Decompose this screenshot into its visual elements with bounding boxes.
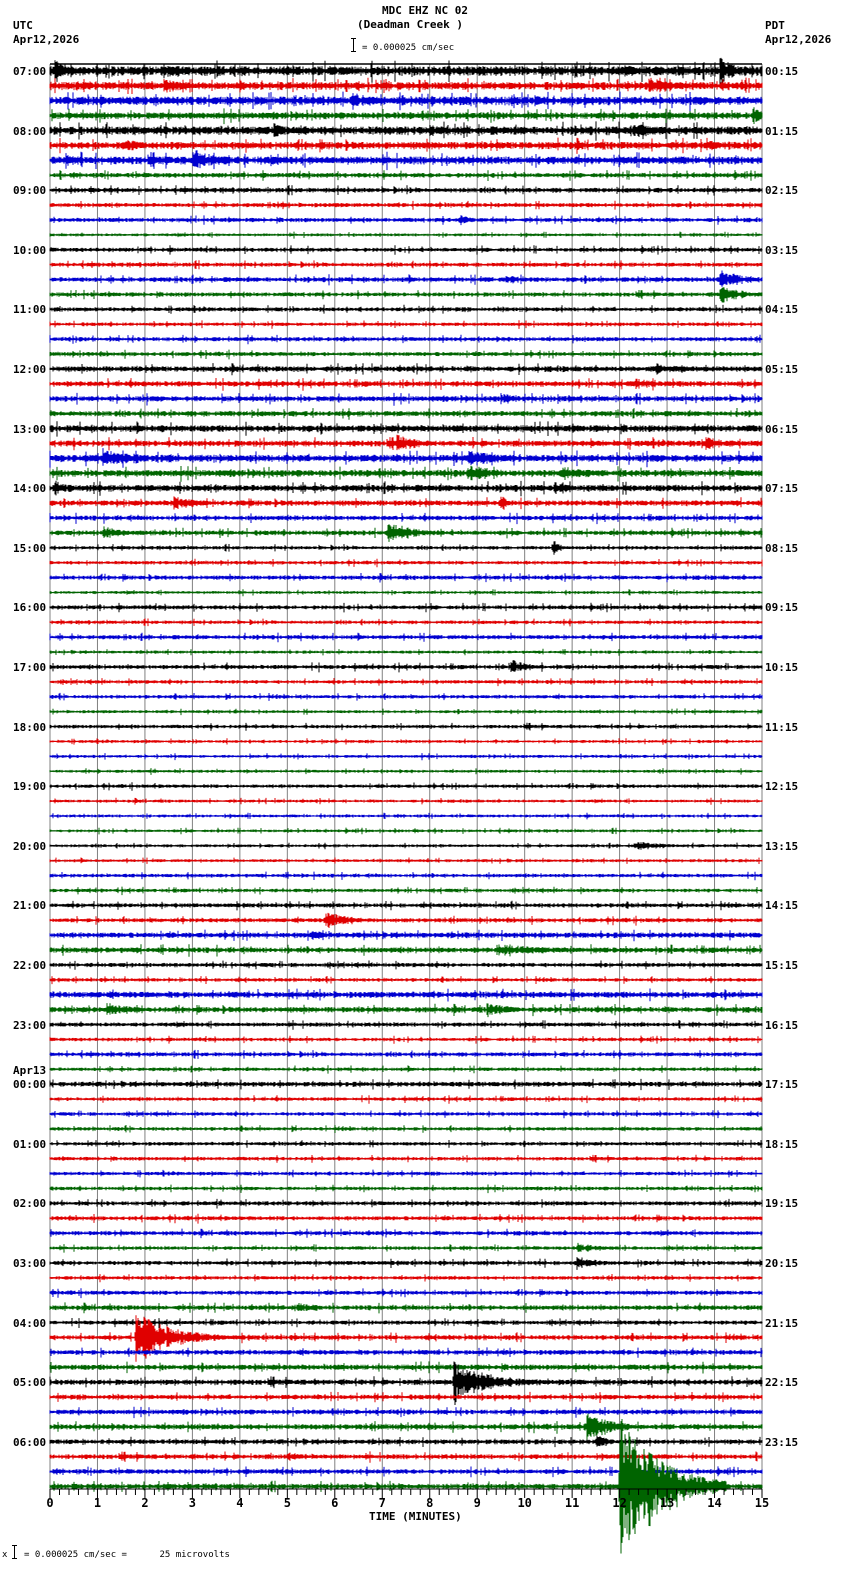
utc-hour-label: 19:00 — [13, 780, 47, 794]
utc-hour-label: 13:00 — [13, 422, 47, 436]
pdt-hour-label: 12:15 — [765, 780, 799, 794]
utc-hour-label: 22:00 — [13, 959, 47, 972]
scale-text: = 0.000025 cm/sec — [362, 43, 455, 53]
pdt-hour-label: 22:15 — [765, 1376, 799, 1390]
x-tick-label: 4 — [236, 1496, 244, 1510]
pdt-hour-label: 03:15 — [765, 243, 799, 257]
x-tick-label: 13 — [659, 1496, 675, 1510]
x-tick-label: 6 — [331, 1496, 339, 1510]
x-tick-label: 1 — [93, 1496, 102, 1510]
pdt-hour-label: 06:15 — [765, 422, 799, 436]
x-tick-label: 3 — [188, 1496, 197, 1510]
pdt-hour-label: 05:15 — [765, 363, 799, 376]
utc-hour-label: 12:00 — [13, 363, 47, 376]
pdt-hour-label: 23:15 — [765, 1435, 799, 1449]
utc-hour-label: 21:00 — [13, 899, 47, 913]
utc-hour-label: 10:00 — [13, 243, 47, 257]
x-tick-label: 0 — [46, 1496, 54, 1510]
pdt-hour-label: 13:15 — [765, 839, 799, 853]
pdt-hour-label: 21:15 — [765, 1316, 799, 1330]
pdt-hour-label: 11:15 — [765, 720, 799, 734]
date-change-label: Apr13 — [13, 1064, 47, 1078]
station-subtitle: (Deadman Creek ) — [357, 18, 463, 31]
footer-scale-note: = 0.000025 cm/sec = 25 microvolts — [24, 1550, 230, 1560]
x-tick-label: 11 — [564, 1496, 580, 1510]
x-axis-label: TIME (MINUTES) — [369, 1510, 462, 1523]
x-tick-label: 7 — [378, 1496, 386, 1510]
utc-hour-label: 23:00 — [13, 1018, 47, 1032]
x-tick-label: 5 — [283, 1496, 291, 1510]
pdt-hour-label: 16:15 — [765, 1018, 799, 1032]
utc-hour-label: 20:00 — [13, 839, 47, 853]
x-tick-label: 15 — [754, 1496, 770, 1510]
pdt-hour-label: 07:15 — [765, 482, 799, 496]
utc-hour-label: 07:00 — [13, 65, 47, 78]
utc-hour-label: 09:00 — [13, 184, 47, 198]
x-tick-label: 12 — [612, 1496, 627, 1510]
utc-hour-label: 04:00 — [13, 1316, 47, 1330]
left-date: Apr12,2026 — [13, 33, 80, 46]
utc-hour-label: 11:00 — [13, 303, 47, 317]
utc-hour-label: 06:00 — [13, 1435, 47, 1449]
utc-hour-label: 15:00 — [13, 541, 47, 555]
seismic-traces — [50, 58, 762, 1554]
x-tick-label: 9 — [473, 1496, 481, 1510]
pdt-hour-label: 19:15 — [765, 1197, 799, 1211]
pdt-hour-label: 09:15 — [765, 601, 799, 615]
pdt-hour-label: 18:15 — [765, 1137, 799, 1151]
minute-gridlines — [50, 64, 762, 1489]
utc-hour-label: 16:00 — [13, 601, 47, 615]
pdt-hour-label: 00:15 — [765, 65, 799, 78]
x-tick-label: 2 — [141, 1496, 149, 1510]
right-date: Apr12,2026 — [765, 33, 832, 46]
pdt-hour-label: 01:15 — [765, 124, 799, 138]
footer-prefix: x — [2, 1550, 8, 1560]
pdt-hour-label: 20:15 — [765, 1257, 799, 1270]
footer-scale-bar-icon — [14, 1545, 20, 1559]
pdt-hour-label: 14:15 — [765, 899, 799, 913]
scale-bar-icon — [353, 38, 359, 52]
left-timezone: UTC — [13, 19, 33, 32]
utc-hour-label: 14:00 — [13, 482, 47, 496]
utc-hour-label: 08:00 — [13, 124, 47, 138]
pdt-hour-label: 04:15 — [765, 303, 799, 317]
utc-hour-label: 02:00 — [13, 1197, 47, 1211]
pdt-hour-label: 02:15 — [765, 184, 799, 198]
x-tick-label: 14 — [707, 1496, 722, 1510]
pdt-hour-label: 15:15 — [765, 959, 799, 972]
utc-hour-label: 17:00 — [13, 661, 47, 674]
pdt-hour-label: 08:15 — [765, 541, 799, 555]
utc-hour-label: 18:00 — [13, 720, 47, 734]
utc-hour-label: 01:00 — [13, 1137, 47, 1151]
station-title: MDC EHZ NC 02 — [381, 4, 469, 17]
pdt-hour-label: 10:15 — [765, 661, 799, 674]
x-tick-label: 10 — [517, 1496, 532, 1510]
utc-hour-label: 05:00 — [13, 1376, 47, 1390]
right-timezone: PDT — [765, 19, 785, 32]
utc-hour-label: 03:00 — [13, 1257, 47, 1270]
utc-hour-label: 00:00 — [13, 1078, 47, 1092]
pdt-hour-label: 17:15 — [765, 1078, 799, 1092]
x-tick-label: 8 — [426, 1496, 434, 1510]
